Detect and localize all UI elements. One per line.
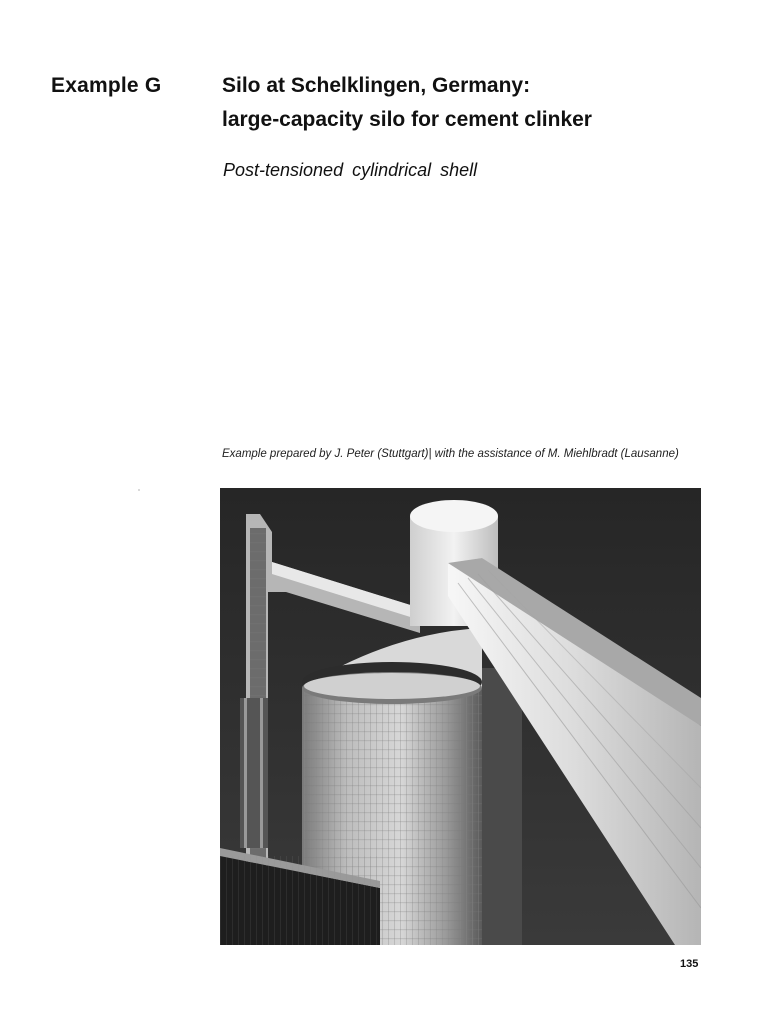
- example-label: Example G: [51, 74, 162, 97]
- silo-photo: [220, 488, 701, 945]
- title-line-1: Silo at Schelklingen, Germany:: [222, 74, 531, 97]
- title-line-2: large-capacity silo for cement clinker: [222, 108, 592, 131]
- scan-speck: [138, 489, 140, 491]
- subtitle: Post-tensioned cylindrical shell: [223, 160, 478, 180]
- page-number: 135: [680, 958, 699, 970]
- photo-credit: Example prepared by J. Peter (Stuttgart)| with the assistance of M. Miehlbradt (Lausanne): [222, 448, 679, 460]
